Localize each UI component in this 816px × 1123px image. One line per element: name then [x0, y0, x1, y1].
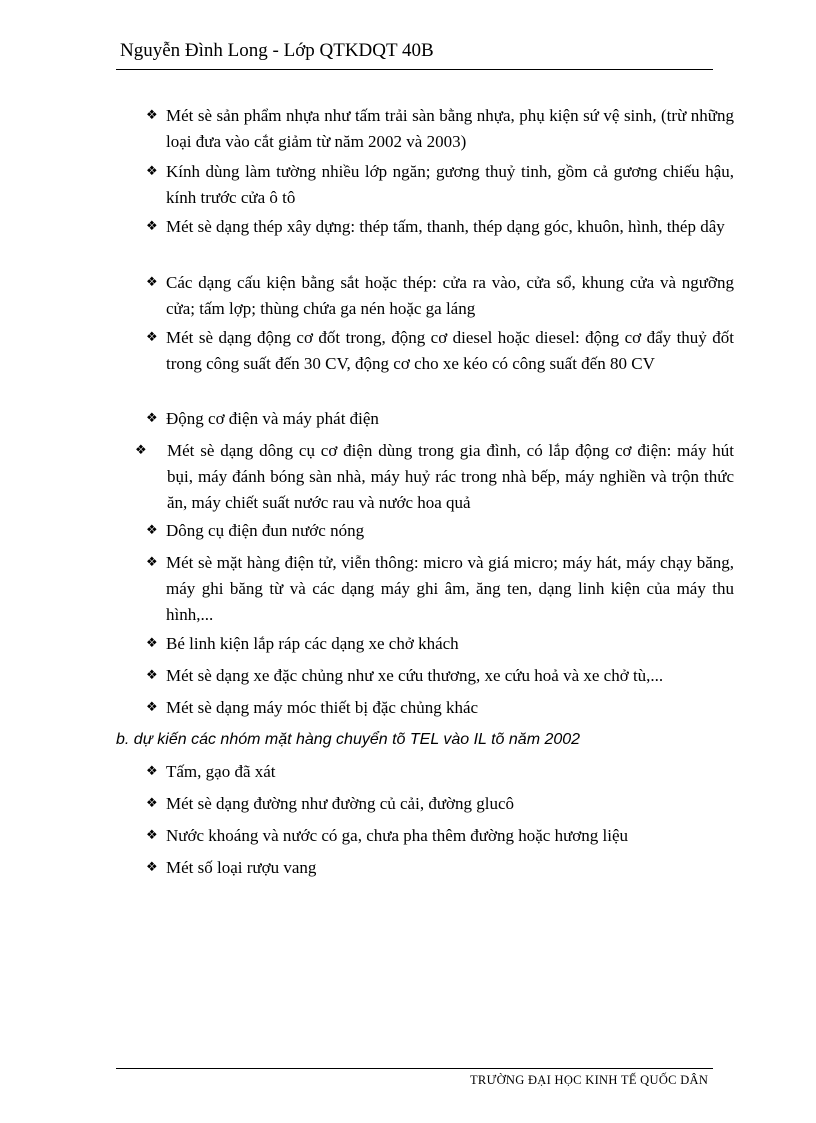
list-item-text: Mét sè sản phẩm nhựa như tấm trải sàn bằng nhựa, phụ kiện sứ vệ sinh, (trừ những loại đưa vào cắt giảm từ năm 2002 và 2003): [166, 106, 734, 151]
list-item-text: Mét sè dạng máy móc thiết bị đặc chủng khác: [166, 698, 479, 717]
diamond-bullet-icon: ❖: [146, 219, 158, 234]
list-item: [146, 406, 734, 432]
list-item: [146, 159, 734, 211]
diamond-bullet-icon: ❖: [146, 523, 158, 538]
list-item: [146, 518, 734, 544]
list-item: [146, 214, 734, 240]
diamond-bullet-icon: ❖: [146, 764, 158, 779]
list-item: [146, 550, 734, 628]
list-item: [146, 631, 734, 657]
page-header-title: Nguyễn Đình Long - Lớp QTKDQT 40B: [120, 40, 434, 61]
list-item: [146, 663, 734, 689]
list-item: [135, 438, 734, 516]
list-item-text: Mét sè dạng động cơ đốt trong, động cơ diesel hoặc diesel: động cơ đẩy thuỷ đốt trong công suất đến 30 CV, động cơ cho xe kéo có công suất đến 80 CV: [166, 328, 734, 373]
list-item-text: Mét sè mặt hàng điện tử, viễn thông: micro và giá micro; máy hát, máy chạy băng, máy ghi băng từ và các dạng máy ghi âm, ăng ten, dạng linh kiện của máy thu hình,...: [166, 553, 734, 624]
page-footer-text: TRƯỜNG ĐẠI HỌC KINH TẾ QUỐC DÂN: [470, 1073, 709, 1087]
list-item: [146, 855, 734, 881]
diamond-bullet-icon: ❖: [135, 443, 147, 458]
list-item: [146, 791, 734, 817]
diamond-bullet-icon: ❖: [146, 555, 158, 570]
diamond-bullet-icon: ❖: [146, 275, 158, 290]
diamond-bullet-icon: ❖: [146, 330, 158, 345]
list-item-text: Bé linh kiện lắp ráp các dạng xe chở khách: [166, 634, 459, 653]
list-item: [146, 325, 734, 377]
list-item-text: Mét sè dạng đường như đường củ cải, đường glucô: [166, 794, 515, 813]
list-item-text: Kính dùng làm tường nhiều lớp ngăn; gương thuỷ tinh, gồm cả gương chiếu hậu, kính trước cửa ô tô: [166, 162, 734, 207]
diamond-bullet-icon: ❖: [146, 636, 158, 651]
list-item: [146, 823, 734, 849]
list-item-text: Mét sè dạng thép xây dựng: thép tấm, thanh, thép dạng góc, khuôn, hình, thép dây: [166, 217, 725, 236]
list-item-text: Mét sè dạng xe đặc chủng như xe cứu thương, xe cứu hoả và xe chở tù,...: [166, 666, 664, 685]
diamond-bullet-icon: ❖: [146, 164, 158, 179]
list-item: [146, 759, 734, 785]
list-item-text: Động cơ điện và máy phát điện: [166, 409, 379, 428]
diamond-bullet-icon: ❖: [146, 108, 158, 123]
list-item: [146, 103, 734, 155]
diamond-bullet-icon: ❖: [146, 860, 158, 875]
list-item: [146, 695, 734, 721]
diamond-bullet-icon: ❖: [146, 796, 158, 811]
diamond-bullet-icon: ❖: [146, 700, 158, 715]
list-item-text: Các dạng cấu kiện bằng sắt hoặc thép: cửa ra vào, cửa sổ, khung cửa và ngưỡng cửa; tấm lợp; thùng chứa ga nén hoặc ga láng: [166, 273, 734, 318]
header-divider: [116, 69, 713, 70]
list-item: [146, 270, 734, 322]
list-item-text: Dông cụ điện đun nước nóng: [166, 521, 365, 540]
list-item-text: Tấm, gạo đã xát: [166, 762, 276, 781]
diamond-bullet-icon: ❖: [146, 828, 158, 843]
diamond-bullet-icon: ❖: [146, 411, 158, 426]
list-item-text: Mét sè dạng dông cụ cơ điện dùng trong gia đình, có lắp động cơ điện: máy hút bụi, máy đánh bóng sàn nhà, máy huỷ rác trong nhà bếp, máy nghiền và trộn thức ăn, máy chiết suất nước rau và nước hoa quả: [167, 441, 734, 512]
footer-divider: [116, 1068, 713, 1069]
list-item-text: Mét số loại rượu vang: [166, 858, 317, 877]
list-item-text: Nước khoáng và nước có ga, chưa pha thêm đường hoặc hương liệu: [166, 826, 629, 845]
section-heading: b. dự kiến các nhóm mặt hàng chuyển tõ TEL vào IL tõ năm 2002: [116, 731, 581, 748]
diamond-bullet-icon: ❖: [146, 668, 158, 683]
